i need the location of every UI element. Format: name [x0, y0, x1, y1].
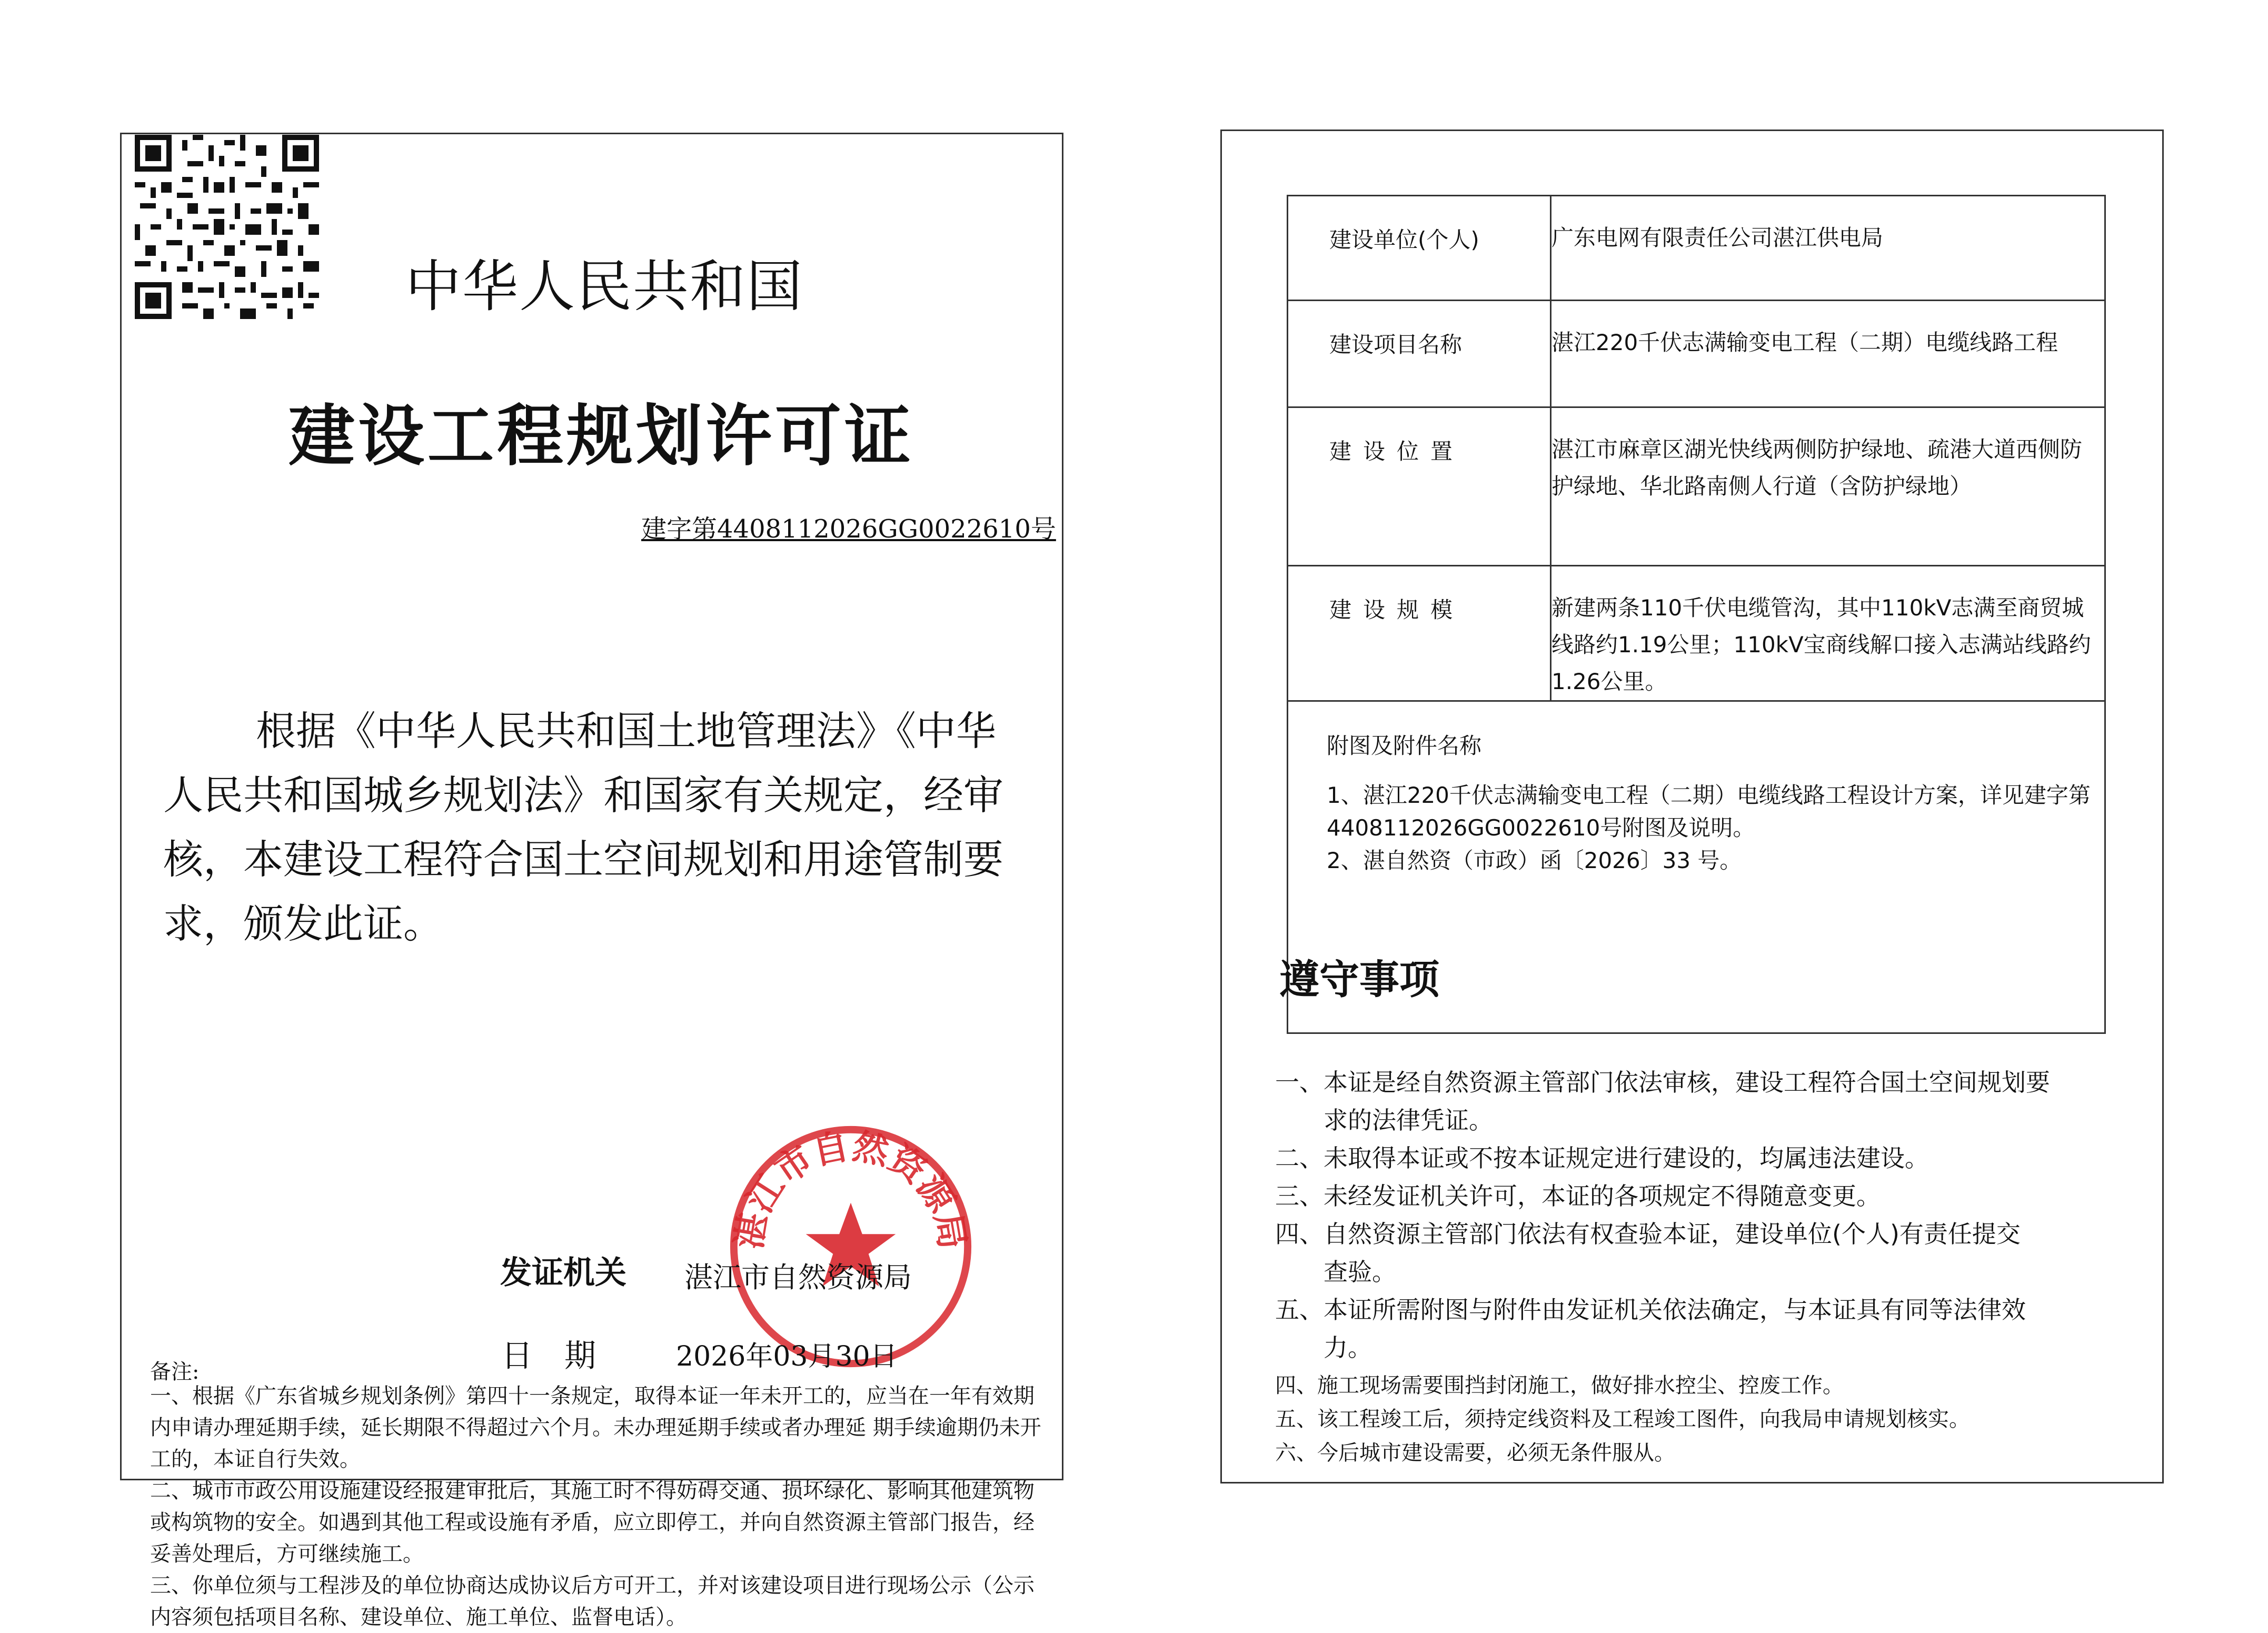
issuer-label: 发证机关 — [500, 1254, 626, 1291]
table-row — [1288, 407, 2105, 566]
issuance-basis-text: 根据《中华人民共和国土地管理法》《中华人民共和国城乡规划法》和国家有关规定，经审核，本建设工程符合国土空间规划和用途管制要求，颁发此证。 — [163, 708, 1003, 947]
row-value: 湛江市麻章区湖光快线两侧防护绿地、疏港大道西侧防护绿地、华北路南侧人行道（含防护绿地） — [1551, 407, 2105, 566]
extra-observe-item: 六、今后城市建设需要，必须无条件服从。 — [1275, 1441, 1675, 1465]
observe-item: 一、本证是经自然资源主管部门依法审核，建设工程符合国土空间规划要 — [1275, 1068, 2050, 1097]
extra-observe-item: 五、该工程竣工后，须持定线资料及工程竣工图件，向我局申请规划核实。 — [1275, 1407, 1970, 1431]
date-label: 日期 — [501, 1338, 628, 1375]
certificate-number: 建字第4408112026GG0022610号 — [641, 514, 1056, 544]
observe-item-continued: 力。 — [1324, 1333, 1372, 1362]
observe-list — [1275, 1063, 2138, 1367]
issue-date: 2026年03月30日 — [676, 1341, 898, 1372]
table-row — [1288, 196, 2105, 301]
observe-item: 三、未经发证机关许可，本证的各项规定不得随意变更。 — [1275, 1182, 1881, 1210]
observe-item-continued: 查验。 — [1324, 1258, 1396, 1286]
table-row — [1288, 301, 2105, 407]
note-item: 一、根据《广东省城乡规划条例》第四十一条规定，取得本证一年未开工的，应当在一年有效期内申请办理延期手续，延长期限不得超过六个月。未办理延期手续或者办理延 期手续逾期仍未开工的，本证自行失效。 — [150, 1384, 1041, 1471]
row-label: 建设项目名称 — [1288, 301, 1551, 407]
attachments-title: 附图及附件名称 — [1327, 733, 1482, 759]
table-row — [1288, 566, 2105, 701]
note-item: 二、城市市政公用设施建设经报建审批后，其施工时不得妨碍交通、损坏绿化、影响其他建筑物或构筑物的安全。如遇到其他工程或设施有矛盾，应立即停工，并向自然资源主管部门报告，经妥善处理后，方可继续施工。 — [150, 1479, 1034, 1566]
country-name: 中华人民共和国 — [405, 254, 803, 319]
note-item: 三、你单位须与工程涉及的单位协商达成协议后方可开工，并对该建设项目进行现场公示（公示内容须包括项目名称、建设单位、施工单位、监督电话）。 — [150, 1574, 1034, 1629]
attachment-item: 2、湛自然资（市政）函〔2026〕33 号。 — [1327, 848, 1742, 873]
attachments-list — [1327, 779, 2101, 877]
observe-title: 遵守事项 — [1279, 956, 1439, 1003]
row-label: 建设规模 — [1288, 566, 1551, 701]
row-value: 新建两条110千伏电缆管沟，其中110kV志满至商贸城线路约1.19公里；110kV宝商线解口接入志满站线路约1.26公里。 — [1551, 566, 2105, 701]
issuer-value: 湛江市自然资源局 — [684, 1261, 912, 1294]
row-value: 湛江220千伏志满输变电工程（二期）电缆线路工程 — [1551, 301, 2105, 407]
project-info-table — [1287, 195, 2106, 1034]
notes-list — [150, 1380, 1045, 1633]
observe-item: 四、自然资源主管部门依法有权查验本证，建设单位(个人)有责任提交 — [1275, 1220, 2021, 1248]
extra-observe-item: 四、施工现场需要围挡封闭施工，做好排水控尘、控废工作。 — [1275, 1373, 1844, 1398]
observe-item-continued: 求的法律凭证。 — [1324, 1106, 1493, 1134]
attachment-item: 1、湛江220千伏志满输变电工程（二期）电缆线路工程设计方案，详见建字第4408112026GG0022610号附图及说明。 — [1327, 782, 2091, 841]
observe-item: 二、未取得本证或不按本证规定进行建设的，均属违法建设。 — [1275, 1144, 1929, 1172]
certificate-title: 建设工程规划许可证 — [289, 397, 914, 475]
extra-observe-list — [1275, 1369, 2138, 1470]
row-label: 建设单位(个人) — [1288, 196, 1551, 301]
row-value: 广东电网有限责任公司湛江供电局 — [1551, 196, 2105, 301]
notes-heading: 备注: — [150, 1360, 200, 1384]
svg-text:湛江市自然资源局: 湛江市自然资源局 — [728, 1124, 974, 1252]
observe-item: 五、本证所需附图与附件由发证机关依法确定，与本证具有同等法律效 — [1275, 1296, 2026, 1324]
row-label: 建设位置 — [1288, 407, 1551, 566]
qr-code-icon — [133, 135, 321, 319]
